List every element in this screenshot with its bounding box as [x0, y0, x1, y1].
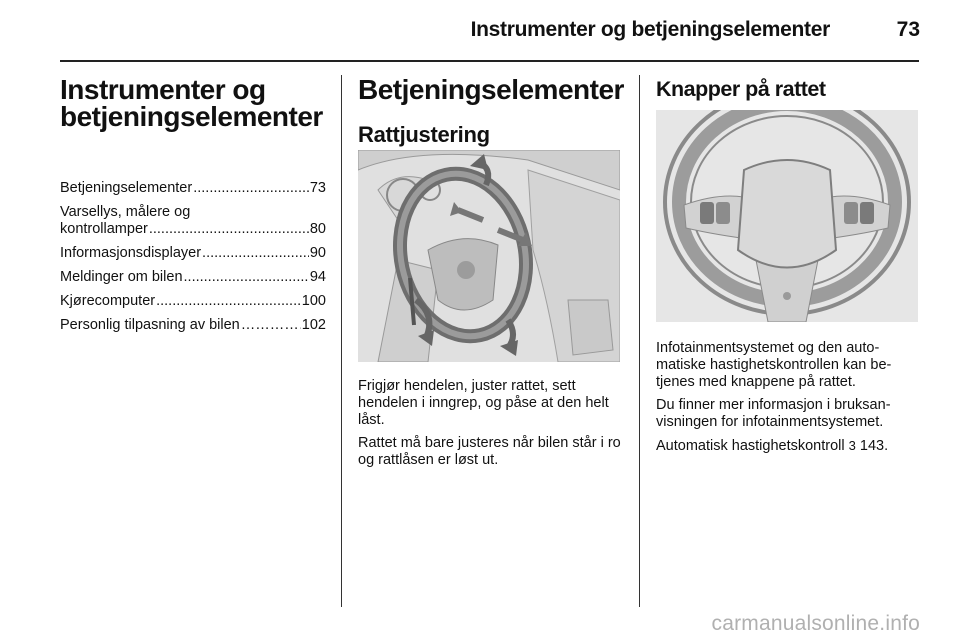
wheel-buttons-column [656, 76, 920, 103]
toc-leader-dots [149, 221, 309, 238]
toc-leader-dots [241, 317, 301, 334]
toc-leader-dots [193, 180, 309, 197]
watermark: carmanualsonline.info [711, 612, 920, 635]
toc-item-title: Personlig tilpasning av bilen [60, 317, 240, 333]
toc-leader-dots [156, 293, 301, 310]
subsection-heading: Rattjustering [358, 122, 490, 147]
toc-item-title: Kjørecomputer [60, 293, 156, 309]
toc-item-title: Varsellys, målere og [60, 204, 191, 220]
toc-item-page: 102 [301, 317, 326, 333]
toc-item-title: Meldinger om bilen [60, 269, 183, 285]
column-divider-1 [341, 75, 342, 607]
paragraph: Infotainmentsystemet og den automatiske hastighetskontrollen kan betjenes med knappene på rattet. [656, 340, 892, 390]
cross-reference-icon[interactable]: 3 [848, 438, 856, 453]
paragraph-with-reference [656, 437, 922, 455]
running-header-title: Instrumenter og betjeningselementer [470, 18, 830, 41]
toc-item[interactable] [60, 180, 326, 197]
wheel-buttons-text [656, 340, 922, 461]
reference-page[interactable]: 143. [855, 438, 889, 454]
toc-item-page: 80 [309, 221, 326, 237]
toc-item[interactable] [60, 245, 326, 262]
toc-item-page: 94 [309, 269, 326, 285]
toc-item-page: 73 [309, 180, 326, 196]
toc-item-title-cont: kontrollamper [60, 221, 148, 237]
section-heading: Knapper på rattet [656, 77, 826, 101]
toc-item[interactable] [60, 204, 326, 238]
column-divider-2 [639, 75, 640, 607]
toc-item[interactable] [60, 293, 326, 310]
steering-adjustment-text [358, 378, 626, 475]
toc-item-page: 90 [309, 245, 326, 261]
chapter-title-line1: Instrumenter og [60, 74, 266, 105]
toc-item[interactable] [60, 269, 326, 286]
table-of-contents [60, 180, 326, 334]
chapter-title-line2: betjeningselementer [60, 101, 323, 132]
toc-leader-dots [202, 245, 309, 262]
section-heading: Betjeningselementer [358, 74, 624, 105]
toc-item-title: Informasjonsdisplayer [60, 245, 202, 261]
steering-adjustment-illustration [358, 150, 620, 362]
header-rule [60, 60, 919, 62]
steering-adjustment-drawing [358, 150, 620, 362]
toc-item-title: Betjeningselementer [60, 180, 193, 196]
paragraph: Du finner mer informasjon i bruksanvisningen for infotainmentsystemet. [656, 397, 891, 430]
steering-wheel-buttons-illustration [656, 110, 918, 322]
controls-column [358, 76, 624, 148]
reference-text: Automatisk hastighetskontroll [656, 438, 845, 454]
steering-wheel-buttons-drawing [656, 110, 918, 322]
toc-item-page: 100 [301, 293, 326, 309]
toc-leader-dots [184, 269, 309, 286]
paragraph: Frigjør hendelen, juster rattet, sett hendelen i inngrep, og påse at den helt låst. [358, 378, 609, 428]
paragraph: Rattet må bare justeres når bilen står i ro og rattlåsen er løst ut. [358, 435, 621, 468]
page-number: 73 [896, 18, 920, 41]
chapter-column [60, 76, 326, 341]
chapter-title [60, 76, 326, 130]
toc-item[interactable] [60, 317, 326, 334]
